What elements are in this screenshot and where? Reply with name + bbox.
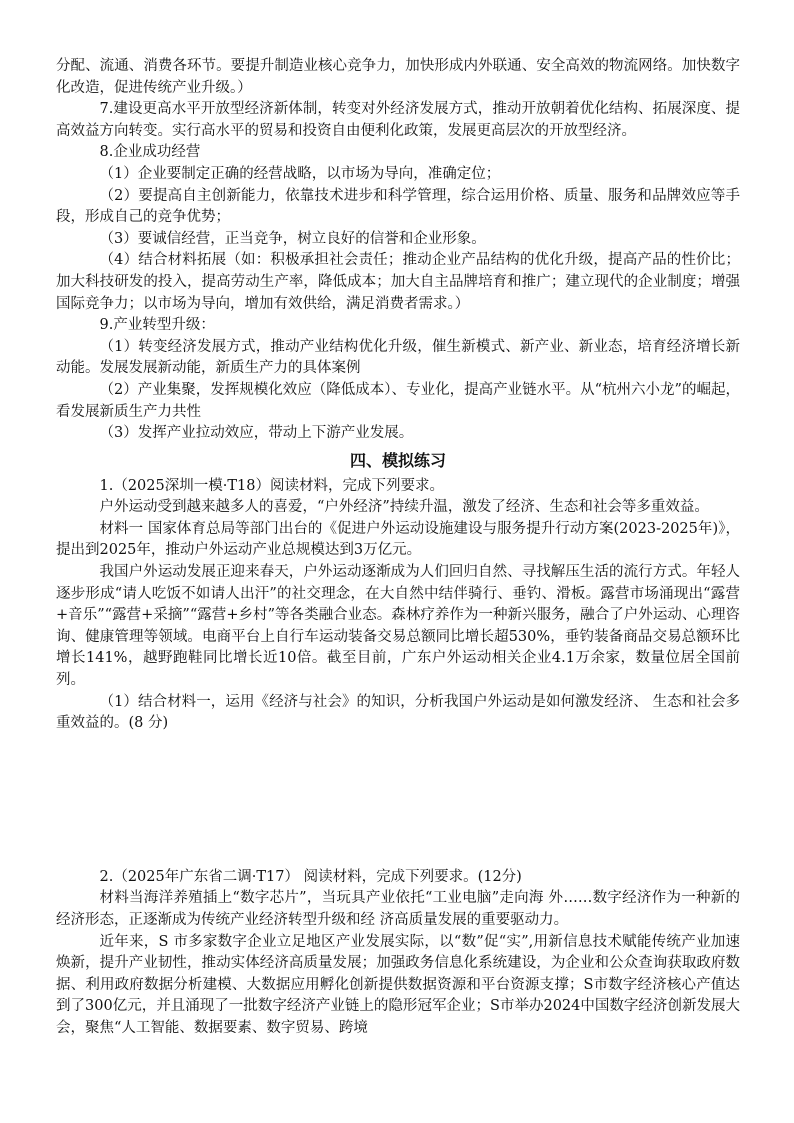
point-8-item-4: （4）结合材料拓展（如：积极承担社会责任；推动企业产品结构的优化升级，提高产品的性价比；加大科技研发的投入，提高劳动生产率，降低成本；加大自主品牌培育和推广；建立现代的企业制度；增强国际竞争力；以市场为导向，增加有效供给，满足消费者需求。） bbox=[56, 252, 740, 312]
point-8-item-1: （1）企业要制定正确的经营战略，以市场为导向，准确定位； bbox=[99, 165, 501, 182]
paragraph-continuation: 分配、流通、消费各环节。要提升制造业核心竞争力，加快形成内外联通、安全高效的物流网络。加快数字化改造，促进传统产业升级。） bbox=[56, 58, 740, 96]
section-heading: 四、模拟练习 bbox=[349, 450, 446, 470]
point-9-item-3: （3）发挥产业拉动效应，带动上下游产业发展。 bbox=[99, 425, 414, 442]
question-2-intro: 材料当海洋养殖插上“数字芯片”，当玩具产业依托“工业电脑”走向海 外……数字经济作为一种新的经济形态，正逐渐成为传统产业经济转型升级和经 济高质量发展的重要驱动力。 bbox=[56, 890, 740, 928]
subheading-point-8: 8.企业成功经营 bbox=[99, 144, 201, 161]
document-page bbox=[56, 56, 740, 1040]
point-8-item-3: （3）要诚信经营，正当竞争，树立良好的信誉和企业形象。 bbox=[99, 230, 486, 247]
paragraph-point-7: 7.建设更高水平开放型经济新体制，转变对外经济发展方式，推动开放朝着优化结构、拓展深度、提高效益方向转变。实行高水平的贸易和投资自由便利化政策，发展更高层次的开放型经济。 bbox=[56, 101, 740, 139]
question-1-title: 1.（2025深圳一模·T18）阅读材料，完成下列要求。 bbox=[99, 477, 444, 494]
point-8-item-2: （2）要提高自主创新能力，依靠技术进步和科学管理，综合运用价格、质量、服务和品牌效应等手段，形成自己的竞争优势； bbox=[56, 187, 740, 226]
question-1-material-1: 材料一 国家体育总局等部门出台的《促进户外运动设施建设与服务提升行动方案(2023-2025年)》，提出到2025年，推动户外运动产业总规模达到3万亿元。 bbox=[56, 520, 740, 559]
subheading-point-9: 9.产业转型升级： bbox=[99, 317, 215, 334]
question-1-prompt: （1）结合材料一，运用《经济与社会》的知识，分析我国户外运动是如何激发经济、 生态和社会多重效益的。(8 分) bbox=[56, 693, 740, 732]
question-2-title: 2.（2025年广东省二调·T17） 阅读材料，完成下列要求。(12分) bbox=[99, 868, 522, 885]
point-9-item-2: （2）产业集聚，发挥规模化效应（降低成本）、专业化，提高产业链水平。从“杭州六小龙”的崛起，看发展新质生产力共性 bbox=[56, 381, 740, 420]
point-9-item-1: （1）转变经济发展方式，推动产业结构优化升级，催生新模式、新产业、新业态，培育经济增长新动能。发展发展新动能，新质生产力的具体案例 bbox=[56, 338, 740, 377]
question-1-body: 我国户外运动发展正迎来春天，户外运动逐渐成为人们回归自然、寻找解压生活的流行方式。年轻人逐步形成“请人吃饭不如请人出汗”的社交理念，在大自然中结伴骑行、垂钓、滑板。露营市场涌现出“露营+音乐”“露营+采摘”“露营+乡村”等各类融合业态。森林疗养作为一种新兴服务，融合了户外运动、心理咨询、健康管理等领域。电商平台上自行车运动装备交易总额同比增长超530%，垂钓装备商品交易总额环比增长141%，越野跑鞋同比增长近10倍。截至目前，广东户外运动相关企业4.1万余家，数量位居全国前列。 bbox=[56, 564, 740, 689]
question-2-body: 近年来，S 市多家数字企业立足地区产业发展实际，以“数”促“实”,用新信息技术赋能传统产业加速焕新，提升产业韧性，推动实体经济高质量发展；加强政务信息化系统建设，为企业和公众查询获取政府数据、利用政府数据分析建模、大数据应用孵化创新提供数据资源和平台资源支撑；S市数字经济核心产值达到了300亿元，并且涌现了一批数字经济产业链上的隐形冠军企业；S市举办2024中国数字经济创新发展大会，聚焦“人工智能、数据要素、数字贸易、跨境 bbox=[56, 933, 740, 1036]
answer-space bbox=[56, 735, 740, 867]
question-1-intro: 户外运动受到越来越多人的喜爱，“户外经济”持续升温，激发了经济、生态和社会等多重效益。 bbox=[99, 499, 709, 516]
